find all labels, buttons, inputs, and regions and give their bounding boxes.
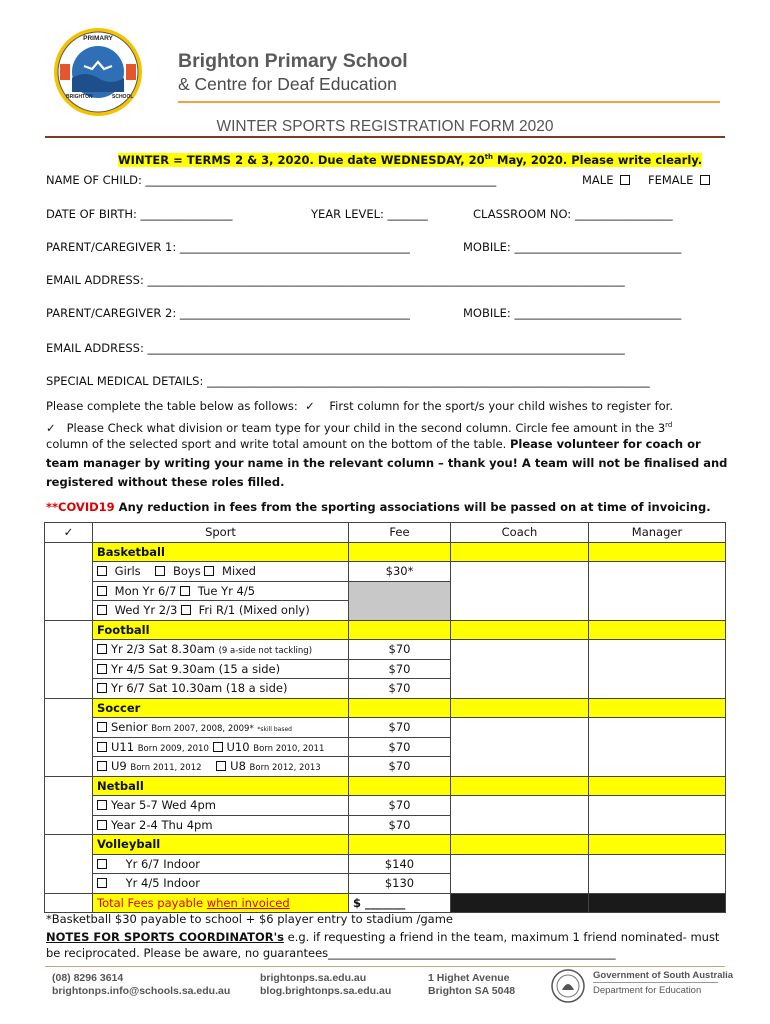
male-checkbox[interactable]	[620, 175, 630, 185]
volleyball-title: Volleyball	[93, 835, 349, 855]
football-option-2: Yr 4/5 Sat 9.30am (15 a side)	[93, 659, 349, 679]
football-3-checkbox[interactable]	[97, 683, 107, 693]
coach-column-header: Coach	[451, 523, 589, 543]
fri-checkbox[interactable]	[181, 605, 191, 615]
boys-checkbox[interactable]	[155, 566, 165, 576]
table-row	[45, 796, 726, 816]
header-rule	[178, 101, 720, 103]
basketball-days-row-1: Mon Yr 6/7 Tue Yr 4/5	[93, 581, 349, 601]
table-row	[45, 718, 726, 738]
mobile2-field[interactable]: MOBILE: _____________________________	[463, 306, 682, 320]
football-option-3: Yr 6/7 Sat 10.30am (18 a side)	[93, 679, 349, 699]
school-logo	[50, 22, 170, 122]
table-header-row	[45, 523, 726, 543]
table-row	[45, 620, 726, 640]
table-row	[45, 640, 726, 660]
netball-fee-1[interactable]: $70	[349, 796, 451, 816]
total-label: Total Fees payable when invoiced	[93, 893, 349, 913]
volleyball-fee-1[interactable]: $140	[349, 854, 451, 874]
table-row	[45, 776, 726, 796]
football-manager-input[interactable]	[589, 640, 726, 699]
soccer-manager-input[interactable]	[589, 718, 726, 777]
name-of-child-field[interactable]: NAME OF CHILD: _____________________________________________________________	[46, 173, 497, 187]
female-checkbox[interactable]	[700, 175, 710, 185]
basketball-fee-blank	[349, 581, 451, 620]
senior-checkbox[interactable]	[97, 722, 107, 732]
netball-manager-input[interactable]	[589, 796, 726, 835]
check-column-header: ✓	[45, 523, 93, 543]
u8-checkbox[interactable]	[216, 761, 226, 771]
parent2-field[interactable]: PARENT/CAREGIVER 2: ________________________________________	[46, 306, 410, 320]
gov-title: Government of South Australia	[593, 970, 734, 981]
logo-text-left: BRIGHTON	[66, 94, 93, 100]
football-fee-3[interactable]: $70	[349, 679, 451, 699]
volleyball-option-1: Yr 6/7 Indoor	[93, 854, 349, 874]
due-date-notice: WINTER = TERMS 2 & 3, 2020. Due date WEDNESDAY, 20th May, 2020. Please write clearly.	[118, 153, 703, 167]
soccer-check-cell[interactable]	[45, 698, 93, 776]
football-1-checkbox[interactable]	[97, 644, 107, 654]
basketball-type-options: Girls Boys Mixed	[93, 562, 349, 582]
table-row	[45, 698, 726, 718]
soccer-fee-3[interactable]: $70	[349, 757, 451, 777]
wed-checkbox[interactable]	[97, 605, 107, 615]
school-subtitle: & Centre for Deaf Education	[178, 74, 397, 94]
soccer-option-2: U11 Born 2009, 2010 U10 Born 2010, 2011	[93, 737, 349, 757]
instruction-line-3: column of the selected sport and write total amount on the bottom of the table. Please volunteer for coach or	[46, 437, 701, 451]
instruction-line-5: registered without these roles filled.	[46, 475, 285, 489]
footer-address: 1 Highet Avenue Brighton SA 5048	[428, 972, 516, 997]
u9-checkbox[interactable]	[97, 761, 107, 771]
logo-text-top: PRIMARY	[83, 35, 113, 42]
volleyball-option-2: Yr 4/5 Indoor	[93, 874, 349, 894]
table-row	[45, 854, 726, 874]
basketball-manager-input[interactable]	[589, 562, 726, 621]
netball-title: Netball	[93, 776, 349, 796]
mon-checkbox[interactable]	[97, 586, 107, 596]
football-fee-1[interactable]: $70	[349, 640, 451, 660]
netball-option-2: Year 2-4 Thu 4pm	[93, 815, 349, 835]
parent1-field[interactable]: PARENT/CAREGIVER 1: ________________________________________	[46, 240, 410, 254]
instruction-line-2: ✓ Please Check what division or team type for your child in the second column. Circle fee amount in the 3rd	[46, 420, 673, 435]
check-icon: ✓	[305, 399, 315, 413]
basketball-coach-input[interactable]	[451, 562, 589, 621]
coordinator-note: NOTES FOR SPORTS COORDINATOR's e.g. if requesting a friend in the team, maximum 1 friend nominated- must	[46, 930, 720, 944]
basketball-coach-cell[interactable]	[451, 542, 589, 562]
instruction-line-1: Please complete the table below as follows: ✓ First column for the sport/s your child wishes to register for.	[46, 399, 674, 413]
football-fee-2[interactable]: $70	[349, 659, 451, 679]
sports-table	[44, 522, 726, 913]
girls-checkbox[interactable]	[97, 566, 107, 576]
footer-rule	[45, 966, 725, 967]
netball-coach-input[interactable]	[451, 796, 589, 835]
soccer-option-3: U9 Born 2011, 2012 U8 Born 2012, 2013	[93, 757, 349, 777]
volleyball-check-cell[interactable]	[45, 835, 93, 894]
netball-1-checkbox[interactable]	[97, 800, 107, 810]
sport-column-header: Sport	[93, 523, 349, 543]
male-option[interactable]: MALE	[582, 173, 634, 187]
form-title: WINTER SPORTS REGISTRATION FORM 2020	[216, 118, 554, 135]
mixed-checkbox[interactable]	[204, 566, 214, 576]
year-level-field[interactable]: YEAR LEVEL: _______	[311, 207, 428, 221]
school-name: Brighton Primary School	[178, 50, 408, 72]
check-icon: ✓	[46, 420, 56, 435]
netball-check-cell[interactable]	[45, 776, 93, 835]
football-check-cell[interactable]	[45, 620, 93, 698]
manager-column-header: Manager	[589, 523, 726, 543]
basketball-manager-cell[interactable]	[589, 542, 726, 562]
volleyball-coach-input[interactable]	[451, 854, 589, 893]
basketball-days-row-2: Wed Yr 2/3 Fri R/1 (Mixed only)	[93, 601, 349, 621]
footer-web[interactable]: brightonps.sa.edu.au blog.brightonps.sa.edu.au	[260, 972, 392, 997]
footer-contact: (08) 8296 3614 brightonps.info@schools.sa.edu.au	[52, 972, 231, 997]
volleyball-1-checkbox[interactable]	[97, 859, 107, 869]
fee-column-header: Fee	[349, 523, 451, 543]
table-row	[45, 542, 726, 562]
logo-text-right: SCHOOL	[112, 94, 134, 100]
netball-2-checkbox[interactable]	[97, 820, 107, 830]
soccer-coach-input[interactable]	[451, 718, 589, 777]
basketball-title: Basketball	[93, 542, 349, 562]
soccer-title: Soccer	[93, 698, 349, 718]
table-row	[45, 835, 726, 855]
tue-checkbox[interactable]	[180, 586, 190, 596]
netball-option-1: Year 5-7 Wed 4pm	[93, 796, 349, 816]
total-row	[45, 893, 726, 913]
soccer-fee-2[interactable]: $70	[349, 737, 451, 757]
total-fee-input[interactable]: $ _______	[349, 893, 451, 913]
email1-field[interactable]: EMAIL ADDRESS: ___________________________________________________________________________________	[46, 273, 625, 287]
basketball-fee[interactable]: $30*	[349, 562, 451, 582]
football-2-checkbox[interactable]	[97, 664, 107, 674]
female-option[interactable]: FEMALE	[648, 173, 714, 187]
football-title: Football	[93, 620, 349, 640]
volleyball-2-checkbox[interactable]	[97, 878, 107, 888]
title-rule	[45, 136, 725, 138]
basketball-check-cell[interactable]	[45, 542, 93, 620]
volleyball-manager-input[interactable]	[589, 854, 726, 893]
gov-department: Department for Education	[593, 985, 702, 996]
u10-checkbox[interactable]	[213, 742, 223, 752]
basketball-note: *Basketball $30 payable to school + $6 player entry to stadium /game	[46, 912, 453, 926]
dob-field[interactable]: DATE OF BIRTH: ________________	[46, 207, 233, 221]
gov-divider	[593, 982, 718, 983]
instruction-line-4: team manager by writing your name in the relevant column – thank you! A team will not be finalised and	[46, 456, 728, 470]
soccer-option-1: Senior Born 2007, 2008, 2009* *skill based	[93, 718, 349, 738]
sa-government-crest-icon	[550, 968, 586, 1004]
classroom-field[interactable]: CLASSROOM NO: _________________	[473, 207, 673, 221]
table-row	[45, 562, 726, 582]
u11-checkbox[interactable]	[97, 742, 107, 752]
football-coach-input[interactable]	[451, 640, 589, 699]
soccer-fee-1[interactable]: $70	[349, 718, 451, 738]
email2-field[interactable]: EMAIL ADDRESS: ___________________________________________________________________________________	[46, 341, 625, 355]
football-option-1: Yr 2/3 Sat 8.30am (9 a-side not tackling)	[93, 640, 349, 660]
mobile1-field[interactable]: MOBILE: _____________________________	[463, 240, 682, 254]
volleyball-fee-2[interactable]: $130	[349, 874, 451, 894]
coordinator-note-line-2[interactable]: be reciprocated. Please be aware, no guarantees__________________________________________________	[46, 946, 616, 960]
covid-notice: **COVID19 Any reduction in fees from the sporting associations will be passed on at time of invoicing.	[46, 500, 711, 514]
medical-field[interactable]: SPECIAL MEDICAL DETAILS: _____________________________________________________________________________	[46, 374, 650, 388]
netball-fee-2[interactable]: $70	[349, 815, 451, 835]
